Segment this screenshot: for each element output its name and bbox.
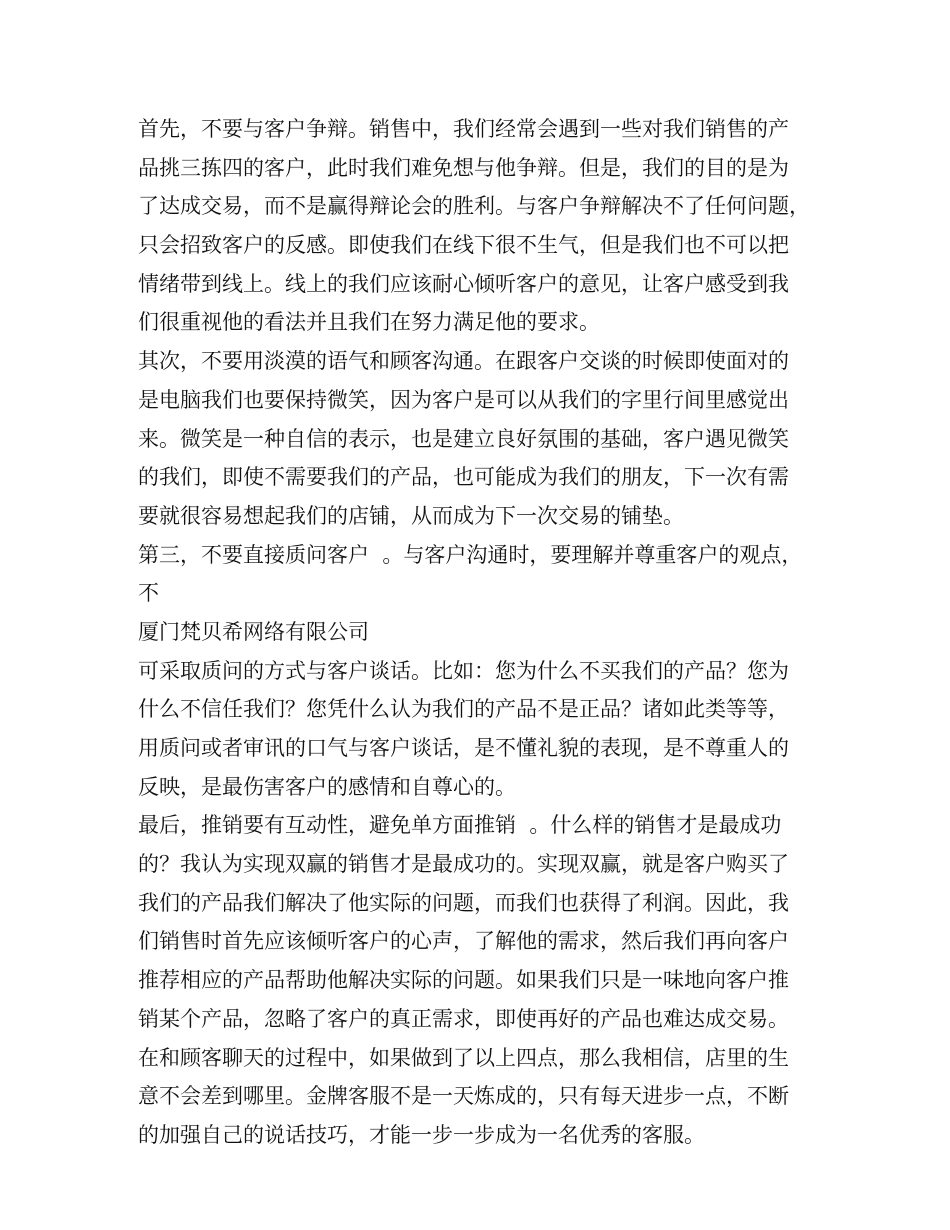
text-line: 反映，是最伤害客户的感情和自尊心的。	[138, 774, 516, 799]
text-line: 我们的产品我们解决了他实际的问题，而我们也获得了利润。因此，我	[138, 890, 789, 915]
text-line: 是电脑我们也要保持微笑，因为客户是可以从我们的字里行间里感觉出	[138, 387, 789, 412]
text-line: 的？我认为实现双赢的销售才是最成功的。实现双赢，就是客户购买了	[138, 852, 789, 877]
text-line: 来。微笑是一种自信的表示，也是建立良好氛围的基础，客户遇见微笑	[138, 426, 789, 451]
text-line: 其次，不要用淡漠的语气和顾客沟通。在跟客户交谈的时候即使面对的	[138, 349, 789, 374]
text-line: 销某个产品，忽略了客户的真正需求，即使再好的产品也难达成交易。	[138, 1006, 789, 1031]
text-line: 用质问或者审讯的口气与客户谈话，是不懂礼貌的表现，是不尊重人的	[138, 736, 789, 760]
text-line: 只会招致客户的反感。即使我们在线下很不生气，但是我们也不可以把	[138, 233, 789, 258]
text-line: 的加强自己的说话技巧，才能一步一步成为一名优秀的客服。	[138, 1122, 705, 1147]
text-line: 最后，推销要有互动性，避免单方面推销 。什么样的销售才是最成功	[138, 813, 782, 838]
text-line: 要就很容易想起我们的店铺，从而成为下一次交易的铺垫。	[138, 503, 684, 528]
text-line: 什么不信任我们？您凭什么认为我们的产品不是正品？诸如此类等等，	[138, 697, 789, 722]
text-line: 们销售时首先应该倾听客户的心声，了解他的需求，然后我们再向客户	[138, 929, 789, 954]
document-body	[138, 110, 828, 1155]
text-line: 意不会差到哪里。金牌客服不是一天炼成的，只有每天进步一点，不断	[138, 1084, 789, 1109]
text-line: 首先，不要与客户争辩。销售中，我们经常会遇到一些对我们销售的产	[138, 117, 789, 141]
text-line: 了达成交易，而不是赢得辩论会的胜利。与客户争辩解决不了任何问题，	[138, 194, 810, 219]
text-line: 们很重视他的看法并且我们在努力满足他的要求。	[138, 310, 600, 335]
text-line: 情绪带到线上。线上的我们应该耐心倾听客户的意见，让客户感受到我	[138, 271, 789, 296]
text-line: 可采取质问的方式与客户谈话。比如：您为什么不买我们的产品？您为	[138, 658, 789, 683]
text-line: 品挑三拣四的客户，此时我们难免想与他争辩。但是，我们的目的是为	[138, 155, 789, 180]
text-line: 的我们，即使不需要我们的产品，也可能成为我们的朋友，下一次有需	[138, 465, 789, 490]
text-line: 第三，不要直接质问客户 。与客户沟通时，要理解并尊重客户的观点，	[138, 542, 803, 567]
text-line: 不	[138, 581, 159, 606]
text-line: 推荐相应的产品帮助他解决实际的问题。如果我们只是一味地向客户推	[138, 968, 789, 993]
company-name: 厦门梵贝希网络有限公司	[138, 619, 369, 644]
text-line: 在和顾客聊天的过程中，如果做到了以上四点，那么我相信，店里的生	[138, 1045, 789, 1070]
